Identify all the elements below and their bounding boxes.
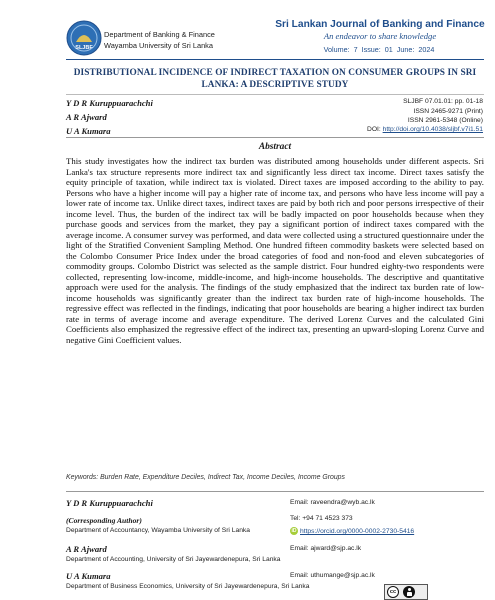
orcid-row	[290, 527, 414, 535]
contact-email[interactable]: Email: ajward@sjp.ac.lk	[290, 545, 362, 552]
logo-text: SLJBF	[75, 45, 93, 51]
contact-email[interactable]: Email: raveendra@wyb.ac.lk	[290, 499, 375, 506]
author-name: U A Kumara	[66, 126, 111, 136]
contact-affiliation: Department of Accountancy, Wayamba University of Sri Lanka	[66, 527, 250, 534]
journal-title: Sri Lankan Journal of Banking and Finance	[275, 19, 485, 30]
keywords-divider	[66, 491, 484, 492]
contact-name: A R Ajward	[66, 544, 107, 554]
abstract-text: This study investigates how the indirect tax burden was distributed among households under different aspects. Sri Lanka's tax structure represents more indirect tax and significantly less direct tax income. Direct taxes satisfy the equity principle of taxation, while indirect tax is violated. Direct taxes are imposed according to the ability to pay. Persons who have a higher income will pay a higher rate of income tax, and persons who have less income will pay a lower rate of income tax. Unlike direct taxes, indirect taxes are paid by both rich and poor persons irrespective of their income level. Thus, the burden of the indirect tax will be badly impacted on poor households because when they purchase goods and services from the market, they pay a significant portion of indirect taxes compared with the average income. A consumer survey was performed, and data were collected using a structured questionnaire under the light of the Stratified Convenient Sampling Method. One hundred fifteen commodity baskets were selected based on the Colombo Consumer Price Index under the broad categories of food and non-food and eleven subcategories of commodity groups. Colombo District was selected as the sample district. Four hundred eighty-two respondents were collected, representing low-income, middle-income, and high-income households. The descriptive and quantitative approach were used for the analysis. The findings of the study emphasized that the indirect tax burden rate of low-income households was significantly greater than the indirect tax burden rate of high-income households. The regressive effect was reflected in the findings, indicating that poor households are bearing a higher indirect tax burden rate in terms of average income and average expenditure. The derived Lorenz Curves and the calculated Gini Coefficients also emphasized the regressive effect of the indirect tax, presenting an upward-sloping Lorenz Curve and negative Gini Coefficient values.	[66, 156, 484, 345]
doi-line	[367, 126, 483, 133]
journal-tagline: An endeavor to share knowledge	[323, 31, 437, 41]
creative-commons-icon: cc	[387, 586, 399, 598]
contact-email[interactable]: Email: uthumange@sjp.ac.lk	[290, 572, 375, 579]
doi-label: DOI:	[367, 126, 383, 133]
header-divider	[66, 59, 484, 60]
attribution-icon	[403, 586, 415, 598]
journal-volume: Volume: 7 Issue: 01 June: 2024	[323, 45, 435, 54]
orcid-link[interactable]: https://orcid.org/0000-0002-2730-5416	[300, 527, 415, 535]
article-title: DISTRIBUTIONAL INCIDENCE OF INDIRECT TAXATION ON CONSUMER GROUPS IN SRI LANKA: A DESCRIPTIVE STUDY	[73, 68, 477, 90]
citation-info: SLJBF 07.01.01: pp. 01-18	[403, 98, 483, 105]
orcid-icon: iD	[291, 528, 297, 534]
journal-logo-icon	[66, 20, 102, 56]
issn-print: ISSN 2465-9271 (Print)	[413, 108, 483, 115]
author-name: Y D R Kuruppuarachchi	[66, 98, 153, 108]
contact-affiliation: Department of Accounting, University of Sri Jayewardenepura, Sri Lanka	[66, 556, 281, 563]
corresponding-author-label: (Corresponding Author)	[66, 516, 142, 525]
author-name: A R Ajward	[66, 112, 107, 122]
department-name: Department of Banking & Finance	[104, 30, 215, 39]
abstract-heading: Abstract	[258, 142, 292, 152]
contact-phone: Tel: +94 71 4523 373	[290, 515, 353, 522]
contact-name: U A Kumara	[66, 571, 111, 581]
title-divider	[66, 94, 484, 95]
contact-name: Y D R Kuruppuarachchi	[66, 498, 153, 508]
keywords: Keywords: Burden Rate, Expenditure Deciles, Indirect Tax, Income Deciles, Income Groups	[66, 474, 345, 481]
authors-divider	[66, 137, 484, 138]
license-badge[interactable]	[384, 584, 428, 600]
doi-link[interactable]: http://doi.org/10.4038/sljbf.v7i1.51	[382, 126, 483, 133]
university-name: Wayamba University of Sri Lanka	[104, 41, 213, 50]
issn-online: ISSN 2961-5348 (Online)	[407, 117, 483, 124]
contact-affiliation: Department of Business Economics, University of Sri Jayewardenepura, Sri Lanka	[66, 583, 310, 590]
